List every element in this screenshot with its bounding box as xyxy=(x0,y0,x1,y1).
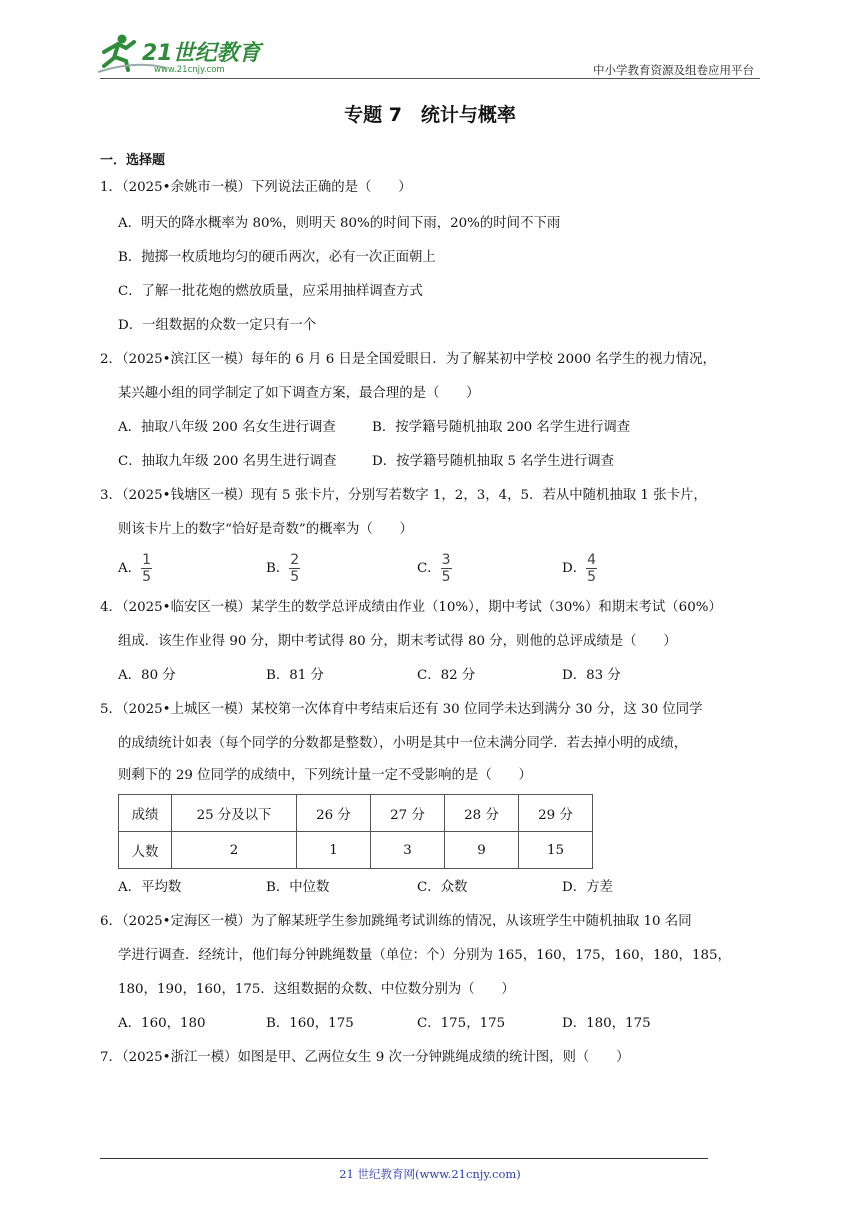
question-5-stem-line-3: 则剩下的 29 位同学的成绩中，下列统计量一定不受影响的是（ ） xyxy=(118,768,532,783)
option-c-label: C． xyxy=(417,561,441,576)
question-3-option-d xyxy=(562,552,597,585)
option-d-label: D． xyxy=(562,561,587,576)
table-cell: 9 xyxy=(445,832,519,869)
question-6-option-d: D．180，175 xyxy=(562,1016,651,1031)
question-3-option-a xyxy=(118,552,152,585)
question-6-stem-line-3: 180，190，160，175．这组数据的众数、中位数分别为（ ） xyxy=(118,982,515,997)
question-5-option-a: A．平均数 xyxy=(118,880,182,895)
footer-link[interactable]: 21 世纪教育网(www.21cnjy.com) xyxy=(339,1167,521,1181)
fraction-a xyxy=(141,552,152,585)
option-b-label: B． xyxy=(266,561,290,576)
table-cell: 成绩 xyxy=(119,795,172,832)
question-3-option-c xyxy=(417,552,452,585)
table-cell: 26 分 xyxy=(297,795,371,832)
fraction-c xyxy=(441,552,452,585)
table-row xyxy=(119,795,593,832)
fraction-d xyxy=(586,552,597,585)
question-1-stem: 1．（2025•余姚市一模）下列说法正确的是（ ） xyxy=(100,180,412,195)
question-4-stem-line-2: 组成．该生作业得 90 分，期中考试得 80 分，期末考试得 80 分，则他的总评成绩是（ ） xyxy=(118,634,677,649)
fraction-numerator: 4 xyxy=(587,552,597,568)
footer-divider xyxy=(100,1158,708,1159)
page-header xyxy=(96,30,760,82)
table-cell: 27 分 xyxy=(371,795,445,832)
fraction-denominator: 5 xyxy=(441,569,451,585)
table-cell: 15 xyxy=(519,832,593,869)
fraction-numerator: 2 xyxy=(290,552,300,568)
section-heading: 一．选择题 xyxy=(100,153,166,168)
question-6-option-c: C．175，175 xyxy=(417,1016,506,1031)
table-cell: 28 分 xyxy=(445,795,519,832)
fraction-numerator: 3 xyxy=(441,552,451,568)
table-cell: 1 xyxy=(297,832,371,869)
question-4-stem-line-1: 4．（2025•临安区一模）某学生的数学总评成绩由作业（10%），期中考试（30%）和期末考试（60%） xyxy=(100,600,722,615)
question-2-option-c: C．抽取九年级 200 名男生进行调查 xyxy=(118,454,337,469)
header-divider xyxy=(100,78,760,79)
table-cell: 25 分及以下 xyxy=(172,795,297,832)
question-4-option-b: B．81 分 xyxy=(266,668,324,683)
logo-url: www.21cnjy.com xyxy=(154,65,225,75)
question-2-stem-line-1: 2．（2025•滨江区一模）每年的 6 月 6 日是全国爱眼日．为了解某初中学校 2000 名学生的视力情况， xyxy=(100,352,716,367)
question-2-option-b: B．按学籍号随机抽取 200 名学生进行调查 xyxy=(372,420,631,435)
fraction-numerator: 1 xyxy=(142,552,151,568)
table-row xyxy=(119,832,593,869)
question-2-option-a: A．抽取八年级 200 名女生进行调查 xyxy=(118,420,336,435)
option-a-label: A． xyxy=(118,561,142,576)
question-5-option-d: D．方差 xyxy=(562,880,613,895)
question-3-stem-line-1: 3．（2025•钱塘区一模）现有 5 张卡片，分别写若数字 1，2，3，4，5．若从中随机抽取 1 张卡片， xyxy=(100,488,707,503)
platform-name: 中小学教育资源及组卷应用平台 xyxy=(593,63,754,77)
question-4-option-d: D．83 分 xyxy=(562,668,621,683)
question-1-option-b: B．抛掷一枚质地均匀的硬币两次，必有一次正面朝上 xyxy=(118,250,436,265)
fraction-denominator: 5 xyxy=(290,569,300,585)
question-4-option-a: A．80 分 xyxy=(118,668,176,683)
question-5-stem-line-1: 5．（2025•上城区一模）某校第一次体育中考结束后还有 30 位同学未达到满分 30 分，这 30 位同学 xyxy=(100,702,703,717)
question-1-option-d: D．一组数据的众数一定只有一个 xyxy=(118,318,317,333)
question-4-option-c: C．82 分 xyxy=(417,668,476,683)
page-title: 专题 7 统计与概率 xyxy=(344,104,516,126)
table-cell: 2 xyxy=(172,832,297,869)
logo-icon xyxy=(96,30,296,76)
logo-text: 21世纪教育 xyxy=(142,41,261,66)
question-7-stem: 7．（2025•浙江一模）如图是甲、乙两位女生 9 次一分钟跳绳成绩的统计图，则（ ） xyxy=(100,1050,630,1065)
fraction-denominator: 5 xyxy=(142,569,151,585)
question-6-stem-line-1: 6．（2025•定海区一模）为了解某班学生参加跳绳考试训练的情况，从该班学生中随机抽取 10 名同 xyxy=(100,914,692,929)
fraction-denominator: 5 xyxy=(587,569,597,585)
question-3-option-b xyxy=(266,552,300,585)
question-3-stem-line-2: 则该卡片上的数字“恰好是奇数”的概率为（ ） xyxy=(118,522,413,537)
question-6-option-a: A．160，180 xyxy=(118,1016,206,1031)
question-5-option-b: B．中位数 xyxy=(266,880,330,895)
fraction-b xyxy=(289,552,300,585)
question-1-option-a: A．明天的降水概率为 80%，则明天 80%的时间下雨，20%的时间不下雨 xyxy=(118,216,561,231)
table-cell: 人数 xyxy=(119,832,172,869)
question-5-stem-line-2: 的成绩统计如表（每个同学的分数都是整数），小明是其中一位未满分同学．若去掉小明的成绩， xyxy=(118,736,688,751)
question-2-stem-line-2: 某兴趣小组的同学制定了如下调查方案，最合理的是（ ） xyxy=(118,386,480,401)
question-6-stem-line-2: 学进行调查．经统计，他们每分钟跳绳数量（单位：个）分别为 165，160，175，160，180，185， xyxy=(118,948,731,963)
question-5-option-c: C．众数 xyxy=(417,880,468,895)
question-2-option-d: D．按学籍号随机抽取 5 名学生进行调查 xyxy=(372,454,615,469)
question-1-option-c: C．了解一批花炮的燃放质量，应采用抽样调查方式 xyxy=(118,284,423,299)
score-table xyxy=(118,794,593,869)
table-cell: 29 分 xyxy=(519,795,593,832)
table-cell: 3 xyxy=(371,832,445,869)
question-6-option-b: B．160，175 xyxy=(266,1016,354,1031)
